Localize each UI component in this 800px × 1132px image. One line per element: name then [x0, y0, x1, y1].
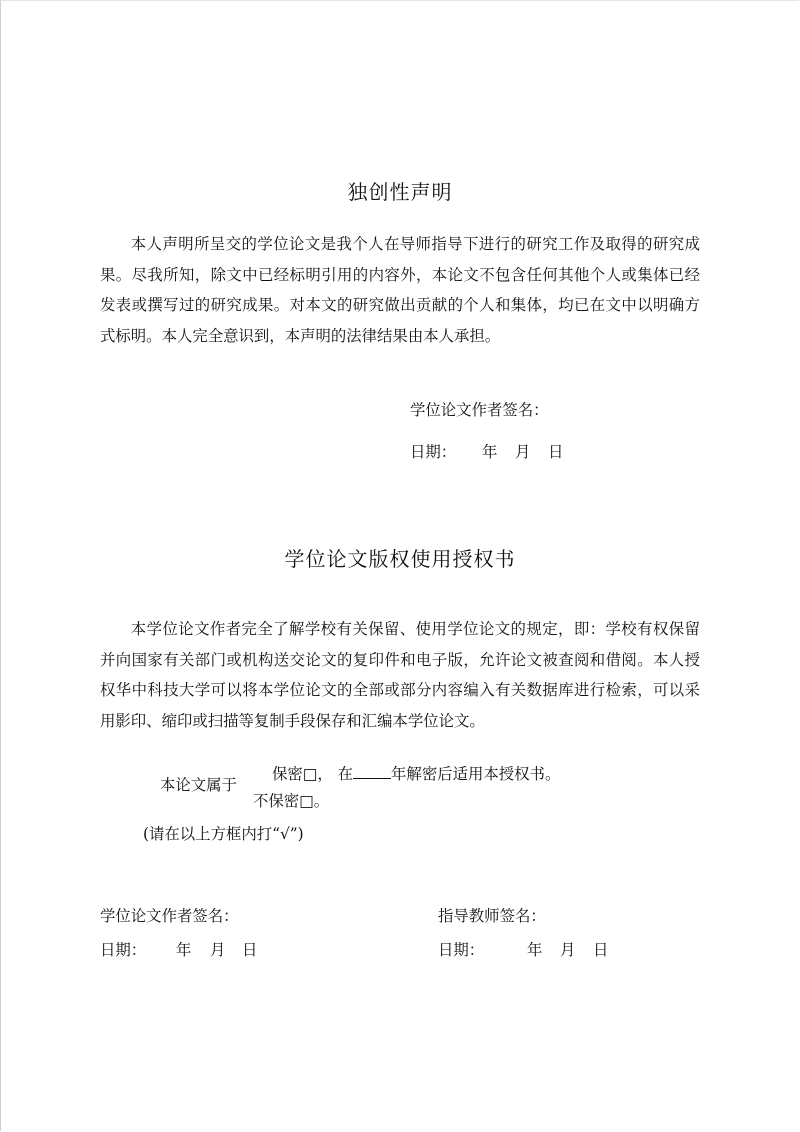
- author-date-year: 年: [176, 941, 192, 959]
- author-date-label: 日期：: [100, 941, 147, 959]
- secret-option-line: [272, 762, 560, 784]
- decrypt-year-blank: [353, 777, 391, 779]
- advisor-date-label: 日期：: [438, 941, 485, 959]
- declaration-date-day: 日: [548, 443, 564, 461]
- advisor-date-year: 年: [527, 941, 543, 959]
- author-date-day: 日: [242, 941, 258, 959]
- secret-in: 在: [337, 765, 354, 783]
- declaration-date-year: 年: [482, 443, 498, 461]
- declaration-body: 本人声明所呈交的学位论文是我个人在导师指导下进行的研究工作及取得的研究成果。尽我所知，除文中已经标明引用的内容外，本论文不包含任何其他个人或集体已经发表或撰写过的研究成果。对本文的研究做出贡献的个人和集体，均已在文中以明确方式标明。本人完全意识到，本声明的法律结果由本人承担。: [100, 235, 700, 345]
- declaration-title: 独创性声明: [347, 180, 453, 204]
- declaration-date-month: 月: [515, 443, 531, 461]
- authorization-body: 本学位论文作者完全了解学校有关保留、使用学位论文的规定，即：学校有权保留并向国家有关部门或机构送交论文的复印件和电子版，允许论文被查阅和借阅。本人授权华中科技大学可以将本学位论文的全部或部分内容编入有关数据库进行检索，可以采用影印、缩印或扫描等复制手段保存和汇编本学位论文。: [100, 620, 700, 730]
- advisor-signature-label: 指导教师签名：: [438, 907, 546, 925]
- secret-suffix: 年解密后适用本授权书。: [391, 765, 561, 783]
- author-date-month: 月: [210, 941, 226, 959]
- checkbox-instruction: (请在以上方框内打“√”): [143, 825, 304, 843]
- authorization-title: 学位论文版权使用授权书: [284, 547, 516, 571]
- non-secret-option: 不保密□。: [253, 792, 330, 810]
- advisor-date-day: 日: [593, 941, 609, 959]
- declaration-date-label: 日期：: [410, 443, 457, 461]
- advisor-date-month: 月: [560, 941, 576, 959]
- secret-option: 保密□，: [272, 765, 333, 783]
- belongs-label: 本论文属于: [160, 776, 237, 794]
- author-signature-label: 学位论文作者签名：: [100, 907, 239, 925]
- declaration-signature-label: 学位论文作者签名：: [410, 401, 549, 419]
